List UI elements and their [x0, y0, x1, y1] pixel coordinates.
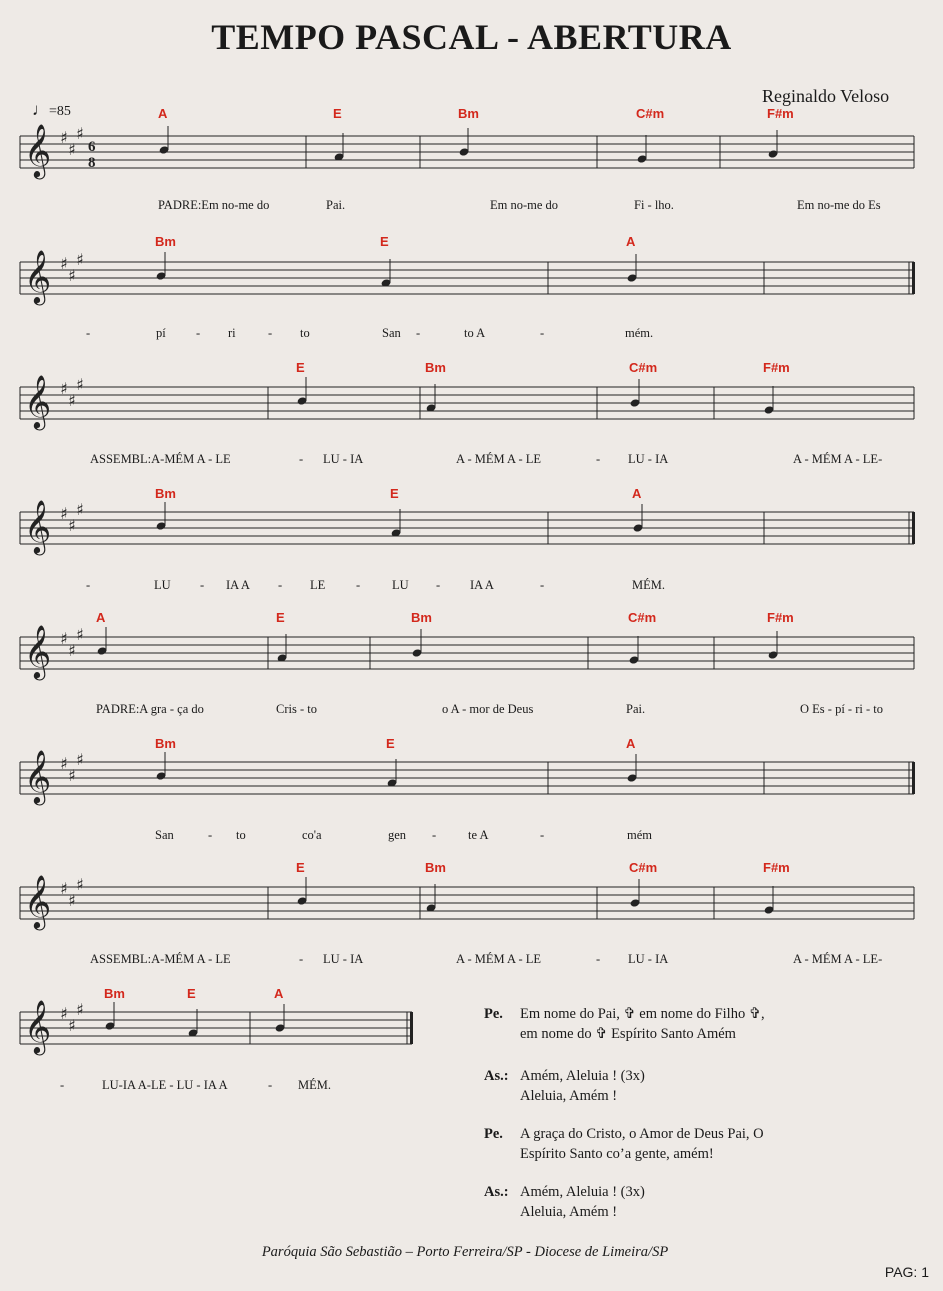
score-system	[0, 980, 943, 1105]
chord-label: E	[386, 736, 395, 751]
sharp-icon: ♯	[68, 766, 76, 785]
lyric-syllable: LU	[392, 578, 409, 592]
lyric-syllable: -	[596, 452, 601, 466]
page-title: TEMPO PASCAL - ABERTURA	[211, 17, 732, 57]
lyric-syllable: LU - IA	[323, 452, 364, 466]
composer-name: Reginaldo Veloso	[762, 86, 890, 106]
lyric-syllable: -	[596, 952, 601, 966]
score-system	[0, 730, 943, 855]
lyric-syllable: -	[208, 828, 213, 842]
text-line: Espírito Santo co’a gente, amém!	[520, 1146, 714, 1162]
lyric-syllable: MÉM.	[632, 578, 665, 592]
lyric-syllable: Em no-me do	[490, 198, 559, 212]
score-system	[0, 100, 943, 225]
lyric-syllable: A - MÉM A - LE	[456, 952, 542, 966]
chord-label: C#m	[629, 360, 658, 375]
sharp-icon: ♯	[60, 254, 68, 273]
chord-label: E	[276, 610, 285, 625]
chord-label: A	[158, 106, 168, 121]
chord-label: F#m	[763, 860, 790, 875]
treble-clef-icon: 𝄞	[24, 999, 52, 1053]
lyric-syllable: PADRE:A gra - ça do	[96, 702, 204, 716]
chord-label: E	[390, 486, 399, 501]
lyric-syllable: -	[86, 326, 91, 340]
text-line: Amém, Aleluia ! (3x)	[520, 1068, 645, 1084]
lyric-syllable: to	[236, 828, 246, 842]
chord-label: Bm	[458, 106, 479, 121]
chord-label: A	[96, 610, 106, 625]
final-barline	[912, 762, 915, 794]
lyric-syllable: -	[416, 326, 421, 340]
lyric-syllable: San	[155, 828, 174, 842]
lyric-syllable: -	[196, 326, 201, 340]
chord-label: Bm	[425, 360, 446, 375]
chord-label: E	[296, 860, 305, 875]
final-barline	[410, 1012, 413, 1044]
tempo-value: =85	[49, 104, 71, 119]
sharp-icon: ♯	[60, 879, 68, 898]
treble-clef-icon: 𝄞	[24, 499, 52, 553]
lyric-syllable: Cris - to	[276, 702, 317, 716]
lyric-syllable: Em no-me do Es	[797, 198, 881, 212]
sharp-icon: ♯	[60, 1004, 68, 1023]
lyric-syllable: te A	[468, 828, 489, 842]
chord-label: E	[187, 986, 196, 1001]
lyric-syllable: ASSEMBL:A-MÉM A - LE	[90, 952, 231, 966]
chord-label: E	[380, 234, 389, 249]
lyric-syllable: Fi - lho.	[634, 198, 674, 212]
chord-label: C#m	[629, 860, 658, 875]
lyric-syllable: A - MÉM A - LE-	[793, 452, 883, 466]
sharp-icon: ♯	[60, 629, 68, 648]
sharp-icon: ♯	[76, 124, 84, 143]
text-block-4	[484, 1182, 645, 1222]
treble-clef-icon: 𝄞	[24, 123, 52, 177]
text-line: Aleluia, Amém !	[520, 1088, 618, 1104]
lyric-syllable: mém	[627, 828, 652, 842]
chord-label: Bm	[155, 486, 176, 501]
lyric-syllable: -	[268, 1078, 273, 1092]
chord-label: Bm	[155, 736, 176, 751]
chord-label: A	[626, 234, 636, 249]
sharp-icon: ♯	[76, 375, 84, 394]
lyric-syllable: gen	[388, 828, 407, 842]
final-barline	[912, 512, 915, 544]
lyric-syllable: -	[540, 326, 545, 340]
text-line: Amém, Aleluia ! (3x)	[520, 1184, 645, 1200]
text-label: Pe.	[484, 1126, 503, 1142]
lyric-syllable: mém.	[625, 326, 654, 340]
lyric-syllable: ASSEMBL:A-MÉM A - LE	[90, 452, 231, 466]
chord-label: E	[296, 360, 305, 375]
sharp-icon: ♯	[76, 500, 84, 519]
lyric-syllable: LE	[310, 578, 326, 592]
sharp-icon: ♯	[68, 641, 76, 660]
lyric-syllable: LU - IA	[628, 452, 669, 466]
treble-clef-icon: 𝄞	[24, 374, 52, 428]
chord-label: Bm	[411, 610, 432, 625]
chord-label: Bm	[104, 986, 125, 1001]
chord-label: Bm	[155, 234, 176, 249]
sharp-icon: ♯	[76, 625, 84, 644]
treble-clef-icon: 𝄞	[24, 624, 52, 678]
lyric-syllable: co'a	[302, 828, 322, 842]
lyric-syllable: -	[299, 452, 304, 466]
lyric-syllable: PADRE:Em no-me do	[158, 198, 270, 212]
sharp-icon: ♯	[76, 750, 84, 769]
lyric-syllable: -	[278, 578, 283, 592]
sharp-icon: ♯	[60, 379, 68, 398]
sharp-icon: ♯	[68, 891, 76, 910]
chord-label: F#m	[767, 610, 794, 625]
chord-label: E	[333, 106, 342, 121]
score-system	[0, 854, 943, 979]
sharp-icon: ♯	[68, 1016, 76, 1035]
lyric-syllable: -	[60, 1078, 65, 1092]
lyric-syllable: o A - mor de Deus	[442, 702, 534, 716]
treble-clef-icon: 𝄞	[24, 249, 52, 303]
text-label: As.:	[484, 1184, 509, 1200]
chord-label: C#m	[628, 610, 657, 625]
lyric-syllable: A - MÉM A - LE	[456, 452, 542, 466]
chord-label: F#m	[767, 106, 794, 121]
lyric-syllable: LU-IA A-LE - LU - IA A	[102, 1078, 228, 1092]
lyric-syllable: -	[268, 326, 273, 340]
text-line: Aleluia, Amém !	[520, 1204, 618, 1220]
sharp-icon: ♯	[76, 875, 84, 894]
final-barline	[912, 262, 915, 294]
quarter-note-icon: ♩	[32, 100, 49, 119]
lyric-syllable: LU	[154, 578, 171, 592]
lyric-syllable: -	[436, 578, 441, 592]
lyric-syllable: IA A	[226, 578, 250, 592]
lyric-syllable: to A	[464, 326, 486, 340]
sharp-icon: ♯	[68, 266, 76, 285]
text-label: As.:	[484, 1068, 509, 1084]
chord-label: C#m	[636, 106, 665, 121]
treble-clef-icon: 𝄞	[24, 874, 52, 928]
sharp-icon: ♯	[68, 391, 76, 410]
score-system	[0, 354, 943, 479]
page-number: PAG: 1	[884, 1264, 929, 1280]
text-block-2	[484, 1066, 645, 1106]
lyric-syllable: -	[86, 578, 91, 592]
text-label: Pe.	[484, 1006, 503, 1022]
chord-label: A	[626, 736, 636, 751]
lyric-syllable: LU - IA	[628, 952, 669, 966]
sharp-icon: ♯	[68, 516, 76, 535]
footer: Paróquia São Sebastião – Porto Ferreira/SP - Diocese de Limeira/SP	[261, 1244, 669, 1260]
chord-label: A	[274, 986, 284, 1001]
sharp-icon: ♯	[68, 140, 76, 159]
lyric-syllable: pí	[156, 326, 166, 340]
lyric-syllable: San	[382, 326, 401, 340]
score-system	[0, 480, 943, 605]
text-line: em nome do ✞ Espírito Santo Amém	[520, 1026, 736, 1042]
time-signature-top: 6	[88, 139, 96, 155]
lyric-syllable: to	[300, 326, 310, 340]
lyric-syllable: -	[432, 828, 437, 842]
chord-label: F#m	[763, 360, 790, 375]
sharp-icon: ♯	[76, 1000, 84, 1019]
sharp-icon: ♯	[60, 504, 68, 523]
lyric-syllable: MÉM.	[298, 1078, 331, 1092]
chord-label: A	[632, 486, 642, 501]
lyric-syllable: LU - IA	[323, 952, 364, 966]
lyric-syllable: -	[200, 578, 205, 592]
lyric-syllable: -	[540, 578, 545, 592]
score-system	[0, 228, 943, 353]
lyric-syllable: Pai.	[626, 702, 646, 716]
time-signature-bottom: 8	[88, 155, 96, 171]
sharp-icon: ♯	[60, 754, 68, 773]
text-line: A graça do Cristo, o Amor de Deus Pai, O	[520, 1126, 764, 1142]
sharp-icon: ♯	[60, 128, 68, 147]
text-block-3	[484, 1124, 764, 1164]
lyric-syllable: A - MÉM A - LE-	[793, 952, 883, 966]
lyric-syllable: -	[356, 578, 361, 592]
lyric-syllable: -	[540, 828, 545, 842]
lyric-syllable: O Es - pí - ri - to	[800, 702, 883, 716]
score-system	[0, 604, 943, 729]
lyric-syllable: -	[299, 952, 304, 966]
lyric-syllable: Pai.	[326, 198, 346, 212]
text-line: Em nome do Pai, ✞ em nome do Filho ✞,	[520, 1006, 765, 1022]
chord-label: Bm	[425, 860, 446, 875]
treble-clef-icon: 𝄞	[24, 749, 52, 803]
sharp-icon: ♯	[76, 250, 84, 269]
lyric-syllable: ri	[228, 326, 236, 340]
text-block-1	[484, 1004, 765, 1044]
lyric-syllable: IA A	[470, 578, 494, 592]
